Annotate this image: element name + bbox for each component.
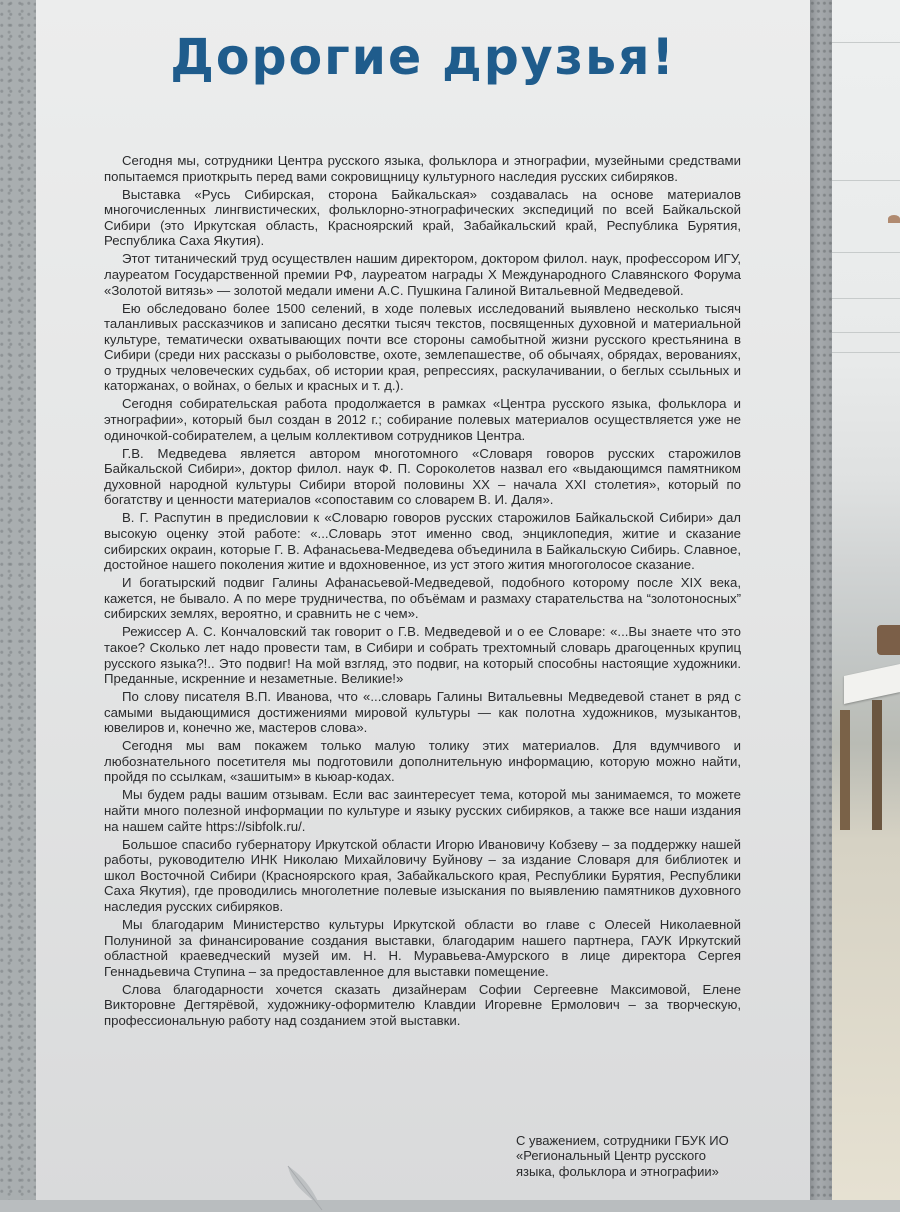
paragraph: Г.В. Медведева является автором многотомного «Словаря говоров русских старожилов Байкальской Сибири», доктор филол. наук Ф. П. Сороколетов назвал его «выдающимся памятником духовной народной культуры Сибири второй половины XX – начала XXI столетия», который по богатству и ценности материалов «сопоставим со словарем В. И. Даля». <box>104 445 741 508</box>
paragraph: Большое спасибо губернатору Иркутской области Игорю Ивановичу Кобзеву – за поддержку нашей работы, руководителю ИНК Николаю Михайловичу Буйнову – за издание Словаря для библиотек и школ Восточной Сибири (Красноярского края, Забайкальского края, Республики Бурятия, Республики Саха Якутия), где проводились многолетние полевые изыскания по выявлению памятников духовного наследия русских сибиряков. <box>104 836 741 914</box>
paragraph: Мы будем рады вашим отзывам. Если вас заинтересует тема, которой мы занимаемся, то можете найти много полезной информации по культуре и языку русских сибиряков, а также все наши издания на нашем сайте https://sibfolk.ru/. <box>104 787 741 834</box>
paragraph: Ею обследовано более 1500 селений, в ходе полевых исследований выявлено несколько тысяч таланливых рассказчиков и записано десятки тысяч текстов, посвященных духовной и материальной культуре, тематически охватывающих почти все стороны самобытной жизни русского крестьянина в Сибири (среди них рассказы о рыболовстве, охоте, землепашестве, об обычаях, обрядах, верованиях, о трудных человеческих судьбах, об истории края, репрессиях, раскулачивании, о беглых ссыльных и каторжанах, о войнах, о белых и красных и т. д.). <box>104 300 741 394</box>
paragraph: Сегодня мы вам покажем только малую толику этих материалов. Для вдумчивого и любознательного посетителя мы подготовили дополнительную информацию, которую можно найти, пройдя по ссылкам, «зашитым» в кьюар-кодах. <box>104 738 741 785</box>
paragraph: Сегодня собирательская работа продолжается в рамках «Центра русского языка, фольклора и этнографии», который был создан в 2012 г.; собирание полевых материалов осуществляется уже не одиночкой-собирателем, а целым коллективом сотрудников Центра. <box>104 396 741 443</box>
paragraph: В. Г. Распутин в предисловии к «Словарю говоров русских старожилов Байкальской Сибири» дал высокую оценку этой работе: «...Словарь этот именно свод, энциклопедия, житие и сказание сибирских окраин, которые Г. В. Афанасьева-Медведева объединила в Байкальскую Сибирь. Славное, достойное нашего поколения житие и вдохновенное, из уст этого жития многоголосое сказание. <box>104 510 741 573</box>
signature-block <box>516 1133 776 1179</box>
paragraph: Мы благодарим Министерство культуры Иркутской области во главе с Олесей Николаевной Полуниной за финансирование создания выставки, благодарим нашего партнера, ГАУК Иркутский областной краеведческий музей им. Н. Н. Муравьева-Амурского в лице директора Сергея Геннадьевича Ступина – за предоставленное для выставки помещение. <box>104 916 741 979</box>
wooden-artifact <box>877 625 900 655</box>
textured-pillar-edge <box>810 0 832 1200</box>
poster-body <box>104 153 741 1031</box>
display-table <box>844 664 900 704</box>
paragraph: Выставка «Русь Сибирская, сторона Байкальская» создавалась на основе материалов многочисленных лингвистических, фольклорно-этнографических экспедиций по всей Байкальской Сибири (это Иркутская область, Красноярский край, Забайкальский край, Республика Бурятия, Республика Саха Якутия). <box>104 186 741 249</box>
signature-line: языка, фольклора и этнографии» <box>516 1163 719 1179</box>
textured-wall-left <box>0 0 37 1200</box>
poster-title: Дорогие друзья! <box>170 28 676 86</box>
paragraph: Этот титанический труд осуществлен нашим директором, доктором филол. наук, профессором ИГУ, лауреатом Государственной премии РФ, лауреатом награды X Международного Славянского Форума «Золотой витязь» — золотой медали имени А.С. Пушкина Галиной Витальевной Медведевой. <box>104 251 741 298</box>
paragraph: Слова благодарности хочется сказать дизайнерам Софии Сергеевне Максимовой, Елене Викторовне Дегтярёвой, художнику-оформителю Клавдии Игоревне Ермолович – за творческую, профессиональную работу над созданием этой выставки. <box>104 981 741 1028</box>
paragraph: И богатырский подвиг Галины Афанасьевой-Медведевой, подобного которому после XIX века, кажется, не бывало. А по мере трудничества, по объёмам и размаху старательства на “золотоносных” сибирских землях, вероятно, и сравнить не с чем». <box>104 575 741 622</box>
background-room <box>832 0 900 1200</box>
signature-line: С уважением, сотрудники ГБУК ИО <box>516 1133 729 1148</box>
feather-icon <box>286 1164 326 1212</box>
ceiling-lamp-icon <box>888 215 900 223</box>
signature-line: «Региональный Центр русского <box>516 1148 706 1164</box>
paragraph: Режиссер А. С. Кончаловский так говорит о Г.В. Медведевой и о ее Словаре: «...Вы знаете что это такое? Сколько лет надо провести там, в Сибири и собрать трехтомный словарь драгоценных крупиц русского языка?!.. Это подвиг! На мой взгляд, это подвиг, на который способны настоящие художники. Преданные, искренние и незаметные. Великие!» <box>104 624 741 687</box>
paragraph: Сегодня мы, сотрудники Центра русского языка, фольклора и этнографии, музейными средствами попытаемся приоткрыть перед вами сокровищницу культурного наследия русских сибиряков. <box>104 153 741 184</box>
paragraph: По слову писателя В.П. Иванова, что «...словарь Галины Витальевны Медведевой станет в ряд с самыми выдающимися достижениями мировой культуры — как полотна художников, музыкантов, ювелиров и, конечно же, мастеров слова». <box>104 689 741 736</box>
